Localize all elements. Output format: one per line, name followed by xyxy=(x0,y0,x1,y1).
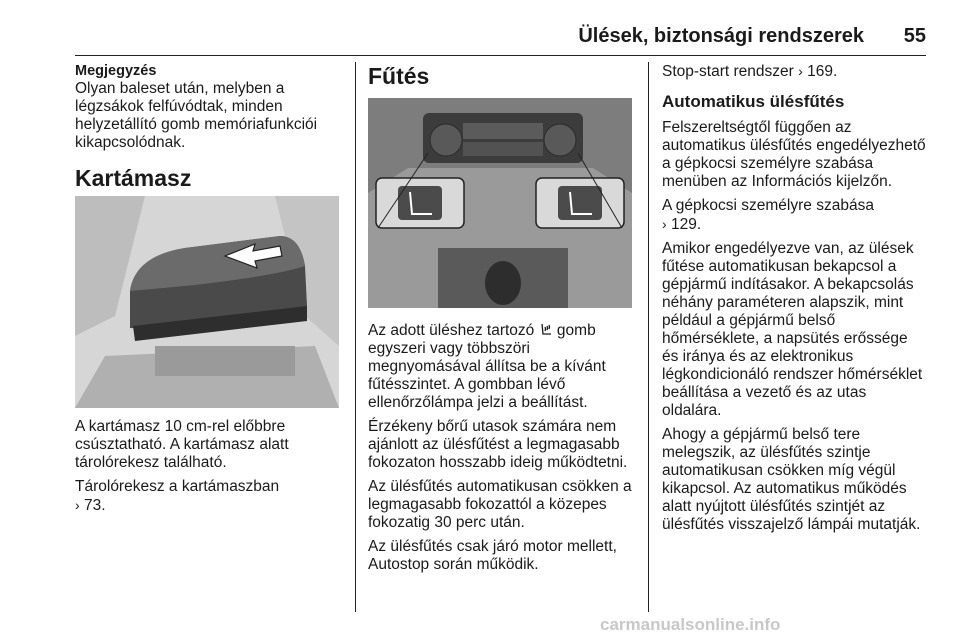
auto-heating-heading: Automatikus ülésfűtés xyxy=(662,92,845,111)
storage-ref-text: Tárolórekesz a kartámaszban xyxy=(75,478,280,495)
heating-text-1b: gomb egyszeri vagy többszöri megnyomásával állítsa be a kívánt fűtésszintet. A gombban lévő ellenőrzőlámpa jelzi a beállítást. xyxy=(368,322,606,411)
ref-arrow-icon: › xyxy=(662,216,667,232)
personalization-ref-text: A gépkocsi személyre szabása xyxy=(662,197,874,214)
stop-start-text: Stop-start rendszer xyxy=(662,63,794,80)
stop-start-page[interactable]: 169. xyxy=(807,63,838,80)
column-2 xyxy=(368,62,634,580)
armrest-illustration xyxy=(75,196,339,408)
storage-ref-page[interactable]: 73. xyxy=(83,497,106,514)
page-number: 55 xyxy=(903,25,926,47)
armrest-heading: Kartámasz xyxy=(75,165,192,191)
page-header xyxy=(75,22,926,56)
auto-heating-text-4: Ahogy a gépjármű belső tere melegszik, az ülésfűtés szintje automatikusan csökken míg végül kikapcsol. Az automatikus működés alatt nyújtott ülésfűtés szintjét az ülésfűtés visszajelző lámpái mutatják. xyxy=(662,426,921,533)
ref-arrow-icon: › xyxy=(798,63,803,79)
heating-heading: Fűtés xyxy=(368,63,430,89)
heating-drawing xyxy=(368,98,632,308)
column-divider-2 xyxy=(648,62,649,612)
auto-heating-text-1: Felszereltségtől függően az automatikus ülésfűtés engedélyezhető a gépkocsi személyre szabása menüben az Információs kijelzőn. xyxy=(662,119,926,190)
column-divider-1 xyxy=(355,62,356,612)
column-1 xyxy=(75,62,343,521)
auto-heating-text-2 xyxy=(662,197,928,234)
ref-arrow-icon: › xyxy=(75,497,80,513)
armrest-text-2 xyxy=(75,478,343,515)
seat-heating-illustration xyxy=(368,98,632,308)
note-title: Megjegyzés xyxy=(75,63,157,79)
watermark: carmanualsonline.info xyxy=(600,615,781,634)
heating-text-3: Az ülésfűtés automatikusan csökken a legmagasabb fokozattól a közepes fokozatig 30 perc után. xyxy=(368,478,632,531)
column-3 xyxy=(662,62,928,540)
header-title: Ülések, biztonsági rendszerek xyxy=(578,25,864,47)
armrest-text-1: A kartámasz 10 cm-rel előbbre csúsztatható. A kartámasz alatt tárolórekesz található. xyxy=(75,418,289,471)
heating-text-1a: Az adott üléshez tartozó xyxy=(368,322,535,339)
personalization-ref-page[interactable]: 129. xyxy=(670,216,702,233)
heating-text-4: Az ülésfűtés csak járó motor mellett, Autostop során működik. xyxy=(368,538,617,573)
stop-start-ref xyxy=(662,62,928,81)
heating-text-2: Érzékeny bőrű utasok számára nem ajánlott az ülésfűtést a legmagasabb fokozaton hosszabb ideig működtetni. xyxy=(368,418,628,471)
auto-heating-text-3: Amikor engedélyezve van, az ülések fűtése automatikusan bekapcsol a gépjármű indításakor. A bekapcsolás néhány paraméteren alapszik, mint például a gépjármű belső hőmérséklete, a napsütés erőssége és iránya és az elektronikus légkondicionáló rendszer hőmérséklet beállítása a vezető és az utas oldalára. xyxy=(662,240,923,419)
armrest-drawing xyxy=(75,196,339,408)
heating-text-1 xyxy=(368,322,634,412)
note-text: Olyan baleset után, melyben a légzsákok felfúvódtak, minden helyzetállító gomb memóriafunkciói kikapcsolódnak. xyxy=(75,80,318,151)
seat-heat-icon xyxy=(539,323,553,337)
